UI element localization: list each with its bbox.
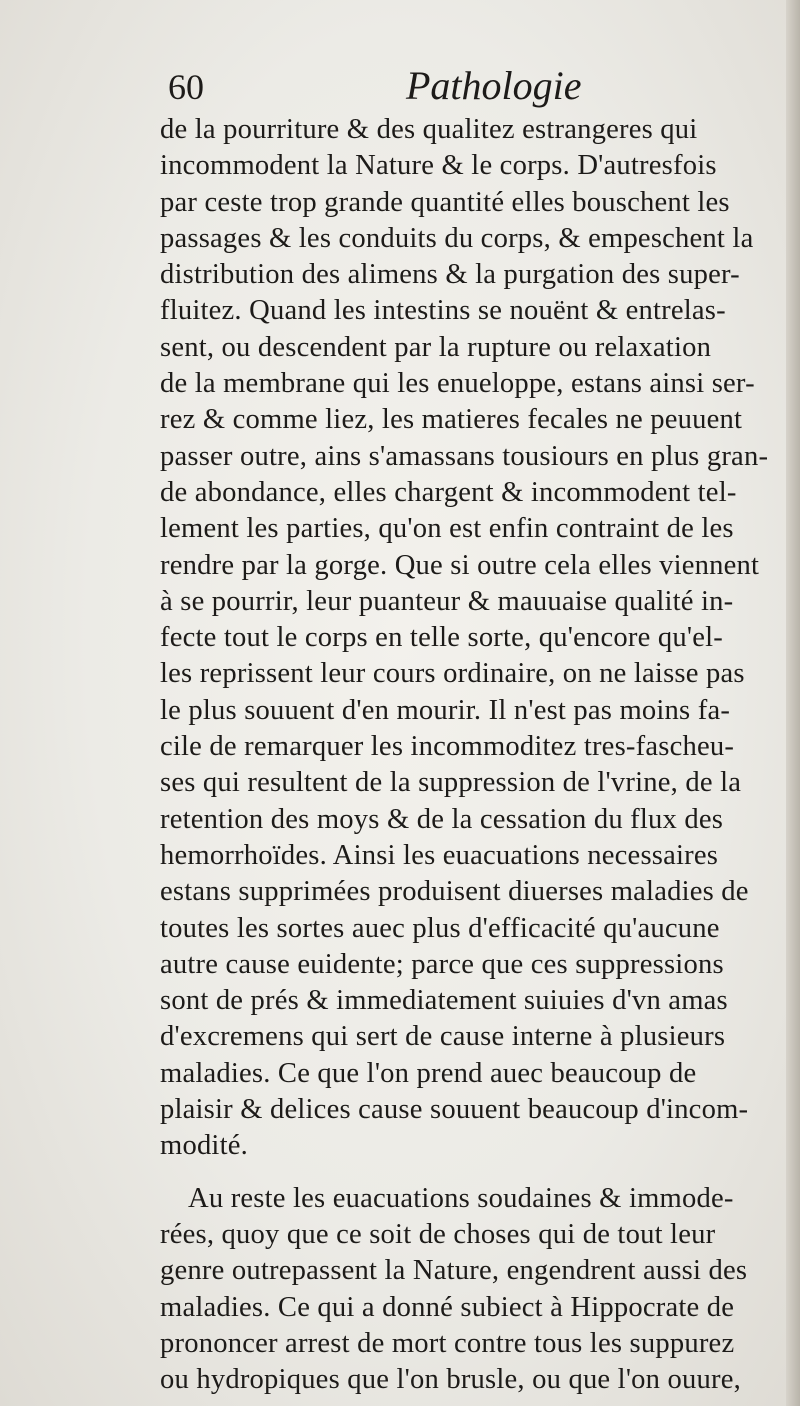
text-line: plaisir & delices cause souuent beaucoup d'incom- [160, 1094, 749, 1126]
text-line: les reprissent leur cours ordinaire, on ne laisse pas [160, 658, 745, 690]
text-line: rendre par la gorge. Que si outre cela elles viennent [160, 549, 760, 581]
text-line: incommodent la Nature & le corps. D'autresfois [160, 150, 717, 182]
text-line: le plus souuent d'en mourir. Il n'est pas moins fa- [160, 694, 731, 726]
text-line: passages & les conduits du corps, & empeschent la [160, 222, 754, 254]
text-line: prononcer arrest de mort contre tous les suppurez [160, 1327, 735, 1359]
text-line: maladies. Ce que l'on prend auec beaucoup de [160, 1057, 697, 1089]
text-line: Au reste les euacuations soudaines & immode- [188, 1182, 734, 1214]
paragraph-1 [160, 112, 790, 1165]
text-line: genre outrepassent la Nature, engendrent aussi des [160, 1255, 748, 1287]
text-line: d'excremens qui sert de cause interne à plusieurs [160, 1021, 726, 1053]
text-line: de abondance, elles chargent & incommodent tel- [160, 476, 737, 508]
text-line: par ceste trop grande quantité elles bouschent les [160, 186, 730, 218]
text-line: cile de remarquer les incommoditez tres-fascheu- [160, 731, 735, 763]
text-line: sent, ou descendent par la rupture ou relaxation [160, 331, 712, 363]
text-line: maladies. Ce qui a donné subiect à Hippocrate de [160, 1291, 735, 1323]
page-number: 60 [168, 67, 204, 107]
text-line: fecte tout le corps en telle sorte, qu'encore qu'el- [160, 622, 723, 654]
text-line: ou hydropiques que l'on brusle, ou que l'on ouure, [160, 1364, 741, 1396]
text-line: modité. [160, 1130, 248, 1162]
text-line: rez & comme liez, les matieres fecales ne peuuent [160, 404, 743, 436]
paragraph-2 [160, 1181, 790, 1399]
text-line: hemorrhoïdes. Ainsi les euacuations necessaires [160, 839, 719, 871]
paragraph-spacer [160, 1165, 790, 1181]
text-line: sont de prés & immediatement suiuies d'vn amas [160, 985, 728, 1017]
text-line: fluitez. Quand les intestins se nouënt & entrelas- [160, 295, 726, 327]
text-line: estans supprimées produisent diuerses maladies de [160, 876, 749, 908]
text-line: toutes les sortes auec plus d'efficacité qu'aucune [160, 912, 720, 944]
text-line: passer outre, ains s'amassans tousiours en plus gran- [160, 440, 769, 472]
text-line: rées, quoy que ce soit de choses qui de tout leur [160, 1218, 716, 1250]
text-line: ses qui resultent de la suppression de l'vrine, de la [160, 767, 742, 799]
text-line: de la pourriture & des qualitez estrangeres qui [160, 114, 698, 145]
body-text [160, 112, 790, 1398]
text-line: autre cause euidente; parce que ces suppressions [160, 948, 724, 980]
text-line: de la membrane qui les enueloppe, estans ainsi ser- [160, 368, 755, 400]
running-title: Pathologie [406, 63, 582, 108]
text-line: lement les parties, qu'on est enfin contraint de les [160, 513, 734, 545]
text-line: retention des moys & de la cessation du flux des [160, 803, 724, 835]
text-line: à se pourrir, leur puanteur & mauuaise qualité in- [160, 585, 734, 617]
text-line: distribution des alimens & la purgation des super- [160, 259, 740, 291]
page-header [168, 58, 768, 110]
